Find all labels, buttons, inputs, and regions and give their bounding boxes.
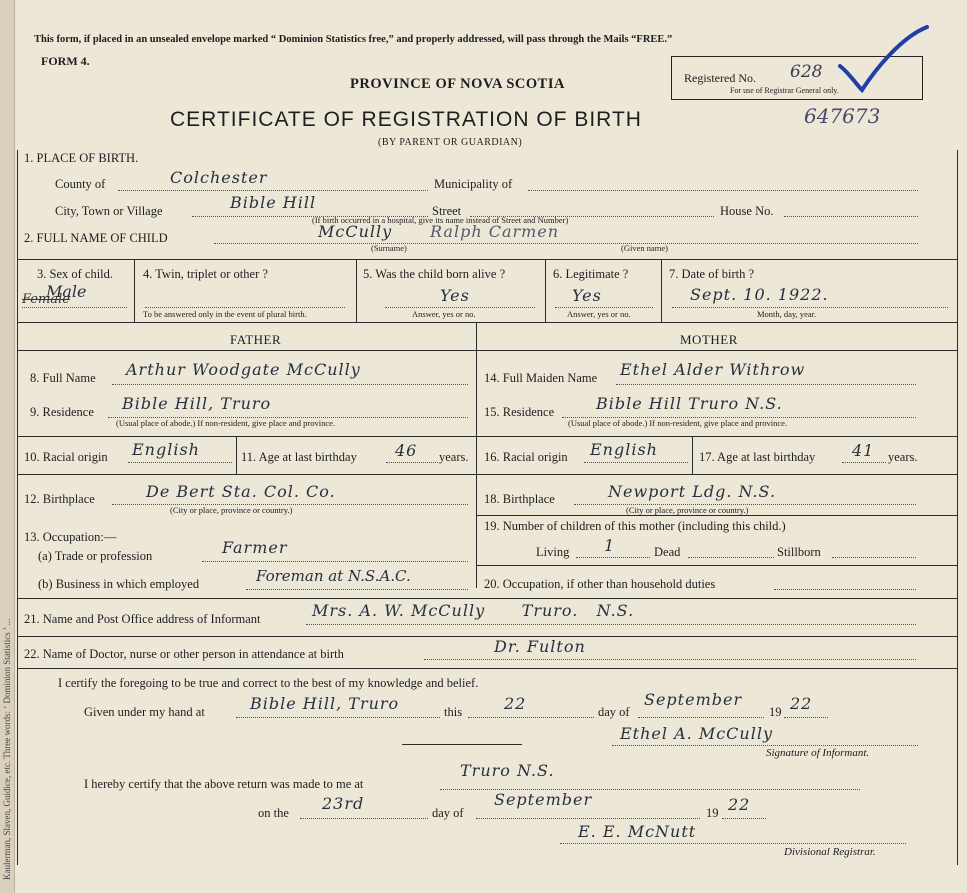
father-birthplace-label: 12. Birthplace xyxy=(24,492,95,506)
registrar-year-prefix: 19 xyxy=(706,806,719,820)
mother-birthplace-note: (City or place, province or country.) xyxy=(626,505,749,515)
informant-value: Mrs. A. W. McCully Truro. N.S. xyxy=(312,601,635,620)
house-number-label: House No. xyxy=(720,204,774,218)
father-birthplace-note: (City or place, province or country.) xyxy=(170,505,293,515)
sex-label: 3. Sex of child. xyxy=(37,267,114,281)
stillborn-label: Stillborn xyxy=(777,545,821,559)
given-day-value: 22 xyxy=(504,694,527,713)
father-racial-value: English xyxy=(132,440,200,459)
given-label: Given under my hand at xyxy=(84,705,205,719)
mother-occupation-label: 20. Occupation, if other than household duties xyxy=(484,577,716,591)
father-age-value: 46 xyxy=(395,441,418,460)
born-alive-label: 5. Was the child born alive ? xyxy=(363,267,506,281)
dob-note: Month, day, year. xyxy=(757,309,817,319)
mother-residence-value: Bible Hill Truro N.S. xyxy=(596,394,783,413)
city-value: Bible Hill xyxy=(230,193,317,212)
father-residence-value: Bible Hill, Truro xyxy=(122,394,272,413)
informant-signature: Ethel A. McCully xyxy=(620,724,773,743)
doctor-label: 22. Name of Doctor, nurse or other person in attendance at birth xyxy=(24,647,344,661)
doctor-value: Dr. Fulton xyxy=(494,637,586,656)
mail-notice: This form, if placed in an unsealed envelope marked “ Dominion Statistics free,” and properly addressed, will pass through the Mails “FREE.” xyxy=(34,34,673,45)
street-label: Street xyxy=(432,204,462,218)
mother-age-label: 17. Age at last birthday xyxy=(699,450,816,464)
born-alive-note: Answer, yes or no. xyxy=(412,309,476,319)
father-heading: FATHER xyxy=(230,332,282,347)
legitimate-note: Answer, yes or no. xyxy=(567,309,631,319)
mother-residence-note: (Usual place of abode.) If non-resident, give place and province. xyxy=(568,418,788,428)
father-residence-label: 9. Residence xyxy=(30,405,94,419)
registered-note: For use of Registrar General only. xyxy=(730,86,839,95)
mother-heading: MOTHER xyxy=(680,332,738,347)
father-trade-value: Farmer xyxy=(222,538,288,557)
stamp-number: 647673 xyxy=(804,104,881,128)
mother-racial-value: English xyxy=(590,440,658,459)
father-name-label: 8. Full Name xyxy=(30,371,96,385)
form-number: FORM 4. xyxy=(41,54,90,68)
given-place-value: Bible Hill, Truro xyxy=(250,694,400,713)
certify-statement: I certify the foregoing to be true and correct to the best of my knowledge and belief. xyxy=(58,676,479,690)
this-label: this xyxy=(444,705,463,719)
legitimate-label: 6. Legitimate ? xyxy=(553,267,629,281)
dead-label: Dead xyxy=(654,545,681,559)
father-residence-note: (Usual place of abode.) If non-resident, give place and province. xyxy=(116,418,336,428)
given-year-prefix: 19 xyxy=(769,705,782,719)
mother-name-value: Ethel Alder Withrow xyxy=(620,360,806,379)
place-of-birth-label: 1. PLACE OF BIRTH. xyxy=(24,151,139,165)
surname-note: (Surname) xyxy=(371,243,407,253)
registrar-title: Divisional Registrar. xyxy=(784,846,876,858)
child-name-label: 2. FULL NAME OF CHILD xyxy=(24,231,168,245)
mother-name-label: 14. Full Maiden Name xyxy=(484,371,598,385)
father-racial-label: 10. Racial origin xyxy=(24,450,108,464)
mother-age-value: 41 xyxy=(852,441,875,460)
registrar-month-value: September xyxy=(494,790,593,809)
check-mark-icon xyxy=(832,22,932,100)
legitimate-value: Yes xyxy=(572,286,602,305)
given-month-value: September xyxy=(644,690,743,709)
certificate-subtitle: (BY PARENT OR GUARDIAN) xyxy=(378,137,523,148)
given-year-value: 22 xyxy=(790,694,813,713)
registrar-year-value: 22 xyxy=(728,795,751,814)
mother-birthplace-label: 18. Birthplace xyxy=(484,492,555,506)
registrar-day-of-label: day of xyxy=(432,806,464,820)
father-years-label: years. xyxy=(439,450,469,464)
informant-signature-label: Signature of Informant. xyxy=(766,747,870,759)
on-the-label: on the xyxy=(258,806,289,820)
father-occupation-label: 13. Occupation:— xyxy=(24,530,117,544)
given-day-of-label: day of xyxy=(598,705,630,719)
father-business-value: Foreman at N.S.A.C. xyxy=(256,567,411,585)
county-label: County of xyxy=(55,177,106,191)
father-business-label: (b) Business in which employed xyxy=(38,577,200,591)
sex-value: Male xyxy=(46,282,87,301)
dob-value: Sept. 10. 1922. xyxy=(690,285,829,304)
mother-years-label: years. xyxy=(888,450,918,464)
twin-note: To be answered only in the event of plural birth. xyxy=(143,309,307,319)
mother-racial-label: 16. Racial origin xyxy=(484,450,568,464)
child-surname: McCully xyxy=(318,222,393,241)
certificate-title: CERTIFICATE OF REGISTRATION OF BIRTH xyxy=(170,108,642,131)
born-alive-value: Yes xyxy=(440,286,470,305)
mother-children-label: 19. Number of children of this mother (including this child.) xyxy=(484,519,786,533)
side-margin-text: Kaulerman, Slaven, Guidice, etc. Three words: ‘ Dominion Statistics ’ ... xyxy=(2,618,12,880)
given-name-note: (Given name) xyxy=(621,243,668,253)
city-label: City, Town or Village xyxy=(55,204,163,218)
sex-struck-value: Female xyxy=(22,292,70,307)
informant-label: 21. Name and Post Office address of Informant xyxy=(24,612,261,626)
registrar-day-value: 23rd xyxy=(322,794,365,813)
registrar-place-value: Truro N.S. xyxy=(460,761,555,780)
twin-label: 4. Twin, triplet or other ? xyxy=(143,267,268,281)
father-birthplace-value: De Bert Sta. Col. Co. xyxy=(146,482,336,501)
registrar-statement: I hereby certify that the above return was made to me at xyxy=(84,777,364,791)
mother-birthplace-value: Newport Ldg. N.S. xyxy=(608,482,777,501)
registered-value: 628 xyxy=(790,62,823,82)
child-given-name: Ralph Carmen xyxy=(430,222,560,241)
living-label: Living xyxy=(536,545,570,559)
county-value: Colchester xyxy=(170,168,268,187)
mother-residence-label: 15. Residence xyxy=(484,405,555,419)
living-value: 1 xyxy=(604,536,616,555)
registrar-signature: E. E. McNutt xyxy=(578,822,697,841)
registered-label: Registered No. xyxy=(684,71,756,85)
dob-label: 7. Date of birth ? xyxy=(669,267,755,281)
father-age-label: 11. Age at last birthday xyxy=(241,450,357,464)
side-margin xyxy=(0,0,15,893)
father-trade-label: (a) Trade or profession xyxy=(38,549,153,563)
municipality-label: Municipality of xyxy=(434,177,513,191)
province-heading: PROVINCE OF NOVA SCOTIA xyxy=(350,76,565,92)
hospital-note: (If birth occurred in a hospital, give its name instead of Street and Number) xyxy=(312,215,569,225)
father-name-value: Arthur Woodgate McCully xyxy=(126,360,361,379)
